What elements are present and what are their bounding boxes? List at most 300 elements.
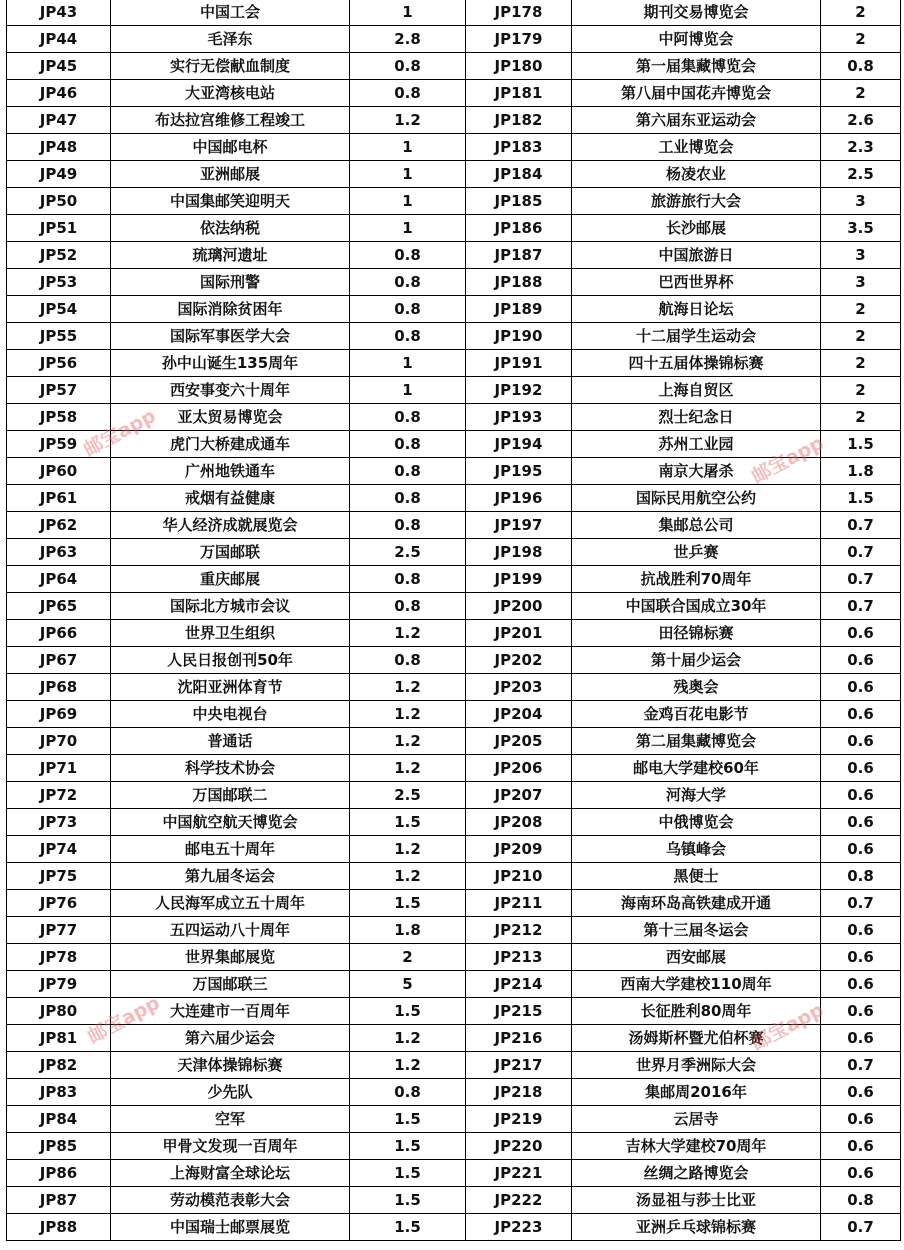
stamp-code-cell: JP213 [466, 944, 572, 971]
price-cell: 1 [350, 350, 466, 377]
price-cell: 2.5 [821, 161, 901, 188]
price-cell: 1 [350, 188, 466, 215]
price-cell: 1.5 [350, 1187, 466, 1214]
stamp-name-cell: 第一届集藏博览会 [572, 53, 821, 80]
stamp-code-cell: JP218 [466, 1079, 572, 1106]
stamp-name-cell: 集邮总公司 [572, 512, 821, 539]
watermark: 邮宝app [748, 998, 828, 1055]
table-row [7, 377, 901, 404]
stamp-code-cell: JP65 [7, 593, 111, 620]
stamp-code-cell: JP190 [466, 323, 572, 350]
stamp-name-cell: 丝绸之路博览会 [572, 1160, 821, 1187]
stamp-code-cell: JP193 [466, 404, 572, 431]
price-cell: 2 [821, 26, 901, 53]
watermark: 邮宝app [84, 991, 164, 1048]
stamp-name-cell: 上海财富全球论坛 [111, 1160, 350, 1187]
stamp-name-cell: 世界月季洲际大会 [572, 1052, 821, 1079]
stamp-code-cell: JP77 [7, 917, 111, 944]
price-cell: 0.6 [821, 917, 901, 944]
stamp-name-cell: 国际北方城市会议 [111, 593, 350, 620]
price-cell: 2 [821, 80, 901, 107]
stamp-code-cell: JP55 [7, 323, 111, 350]
stamp-code-cell: JP51 [7, 215, 111, 242]
stamp-code-cell: JP70 [7, 728, 111, 755]
price-cell: 0.6 [821, 728, 901, 755]
stamp-code-cell: JP83 [7, 1079, 111, 1106]
stamp-code-cell: JP53 [7, 269, 111, 296]
stamp-name-cell: 中国航空航天博览会 [111, 809, 350, 836]
table-row [7, 431, 901, 458]
stamp-code-cell: JP48 [7, 134, 111, 161]
stamp-name-cell: 四十五届体操锦标赛 [572, 350, 821, 377]
stamp-name-cell: 第九届冬运会 [111, 863, 350, 890]
price-cell: 1.5 [350, 1160, 466, 1187]
stamp-name-cell: 南京大屠杀 [572, 458, 821, 485]
stamp-name-cell: 亚洲邮展 [111, 161, 350, 188]
price-cell: 2 [821, 0, 901, 26]
stamp-code-cell: JP185 [466, 188, 572, 215]
stamp-code-cell: JP61 [7, 485, 111, 512]
price-cell: 2 [821, 404, 901, 431]
price-cell: 0.6 [821, 782, 901, 809]
stamp-code-cell: JP220 [466, 1133, 572, 1160]
table-row [7, 512, 901, 539]
price-cell: 2 [821, 323, 901, 350]
stamp-name-cell: 航海日论坛 [572, 296, 821, 323]
stamp-name-cell: 邮电大学建校60年 [572, 755, 821, 782]
table-row [7, 188, 901, 215]
stamp-name-cell: 琉璃河遗址 [111, 242, 350, 269]
price-cell: 3 [821, 242, 901, 269]
price-cell: 1.2 [350, 620, 466, 647]
stamp-code-cell: JP182 [466, 107, 572, 134]
stamp-name-cell: 世乒赛 [572, 539, 821, 566]
table-row [7, 971, 901, 998]
table-row [7, 674, 901, 701]
stamp-name-cell: 科学技术协会 [111, 755, 350, 782]
table-row [7, 1079, 901, 1106]
stamp-code-cell: JP211 [466, 890, 572, 917]
price-cell: 1.5 [350, 1106, 466, 1133]
stamp-code-cell: JP217 [466, 1052, 572, 1079]
stamp-code-cell: JP208 [466, 809, 572, 836]
table-row [7, 458, 901, 485]
stamp-code-cell: JP184 [466, 161, 572, 188]
stamp-name-cell: 依法纳税 [111, 215, 350, 242]
stamp-code-cell: JP203 [466, 674, 572, 701]
price-cell: 1.2 [350, 701, 466, 728]
price-cell: 1 [350, 215, 466, 242]
stamp-code-cell: JP197 [466, 512, 572, 539]
table-row [7, 0, 901, 26]
stamp-code-cell: JP209 [466, 836, 572, 863]
price-cell: 1.2 [350, 755, 466, 782]
stamp-code-cell: JP191 [466, 350, 572, 377]
price-cell: 2 [350, 944, 466, 971]
stamp-code-cell: JP204 [466, 701, 572, 728]
price-cell: 1.2 [350, 674, 466, 701]
stamp-code-cell: JP71 [7, 755, 111, 782]
stamp-name-cell: 虎门大桥建成通车 [111, 431, 350, 458]
stamp-code-cell: JP81 [7, 1025, 111, 1052]
price-cell: 1.2 [350, 836, 466, 863]
stamp-code-cell: JP186 [466, 215, 572, 242]
stamp-name-cell: 中俄博览会 [572, 809, 821, 836]
table-row [7, 944, 901, 971]
price-cell: 0.6 [821, 998, 901, 1025]
stamp-code-cell: JP86 [7, 1160, 111, 1187]
price-cell: 0.7 [821, 1214, 901, 1241]
watermark: 邮宝app [80, 404, 160, 461]
stamp-code-cell: JP46 [7, 80, 111, 107]
price-cell: 0.7 [821, 890, 901, 917]
stamp-name-cell: 西南大学建校110周年 [572, 971, 821, 998]
stamp-name-cell: 抗战胜利70周年 [572, 566, 821, 593]
table-row [7, 404, 901, 431]
stamp-name-cell: 第十三届冬运会 [572, 917, 821, 944]
stamp-name-cell: 孙中山诞生135周年 [111, 350, 350, 377]
price-cell: 2.5 [350, 782, 466, 809]
stamp-name-cell: 国际民用航空公约 [572, 485, 821, 512]
stamp-name-cell: 工业博览会 [572, 134, 821, 161]
price-cell: 0.8 [350, 1079, 466, 1106]
stamp-name-cell: 期刊交易博览会 [572, 0, 821, 26]
stamp-code-cell: JP66 [7, 620, 111, 647]
stamp-code-cell: JP59 [7, 431, 111, 458]
stamp-code-cell: JP188 [466, 269, 572, 296]
stamp-name-cell: 黑便士 [572, 863, 821, 890]
table-row [7, 269, 901, 296]
stamp-name-cell: 十二届学生运动会 [572, 323, 821, 350]
stamp-name-cell: 劳动模范表彰大会 [111, 1187, 350, 1214]
stamp-code-cell: JP57 [7, 377, 111, 404]
stamp-name-cell: 亚太贸易博览会 [111, 404, 350, 431]
price-cell: 1.2 [350, 1025, 466, 1052]
stamp-name-cell: 中国旅游日 [572, 242, 821, 269]
stamp-name-cell: 少先队 [111, 1079, 350, 1106]
price-cell: 1.2 [350, 107, 466, 134]
stamp-code-cell: JP82 [7, 1052, 111, 1079]
price-cell: 0.8 [350, 242, 466, 269]
table-row [7, 215, 901, 242]
price-cell: 0.8 [350, 80, 466, 107]
table-row [7, 53, 901, 80]
stamp-name-cell: 烈士纪念日 [572, 404, 821, 431]
stamp-name-cell: 第八届中国花卉博览会 [572, 80, 821, 107]
table-row [7, 1214, 901, 1241]
price-cell: 1.5 [821, 431, 901, 458]
stamp-code-cell: JP44 [7, 26, 111, 53]
stamp-code-cell: JP67 [7, 647, 111, 674]
stamp-code-cell: JP80 [7, 998, 111, 1025]
stamp-code-cell: JP74 [7, 836, 111, 863]
stamp-name-cell: 中国瑞士邮票展览 [111, 1214, 350, 1241]
table-row [7, 1133, 901, 1160]
price-cell: 5 [350, 971, 466, 998]
stamp-name-cell: 甲骨文发现一百周年 [111, 1133, 350, 1160]
stamp-name-cell: 中国邮电杯 [111, 134, 350, 161]
stamp-name-cell: 亚洲乒乓球锦标赛 [572, 1214, 821, 1241]
stamp-name-cell: 第二届集藏博览会 [572, 728, 821, 755]
stamp-name-cell: 吉林大学建校70周年 [572, 1133, 821, 1160]
stamp-code-cell: JP201 [466, 620, 572, 647]
table-row [7, 1025, 901, 1052]
table-row [7, 701, 901, 728]
stamp-code-cell: JP88 [7, 1214, 111, 1241]
stamp-name-cell: 实行无偿献血制度 [111, 53, 350, 80]
price-cell: 1.5 [350, 1214, 466, 1241]
table-row [7, 350, 901, 377]
price-cell: 0.8 [350, 512, 466, 539]
stamp-code-cell: JP78 [7, 944, 111, 971]
stamp-code-cell: JP43 [7, 0, 111, 26]
stamp-name-cell: 戒烟有益健康 [111, 485, 350, 512]
table-row [7, 647, 901, 674]
stamp-code-cell: JP47 [7, 107, 111, 134]
price-cell: 1 [350, 161, 466, 188]
stamp-code-cell: JP214 [466, 971, 572, 998]
price-cell: 2.6 [821, 107, 901, 134]
price-cell: 1 [350, 377, 466, 404]
price-cell: 0.8 [350, 593, 466, 620]
table-row [7, 485, 901, 512]
table-row [7, 890, 901, 917]
stamp-code-cell: JP210 [466, 863, 572, 890]
stamp-code-cell: JP221 [466, 1160, 572, 1187]
stamp-name-cell: 汤显祖与莎士比亚 [572, 1187, 821, 1214]
table-row [7, 539, 901, 566]
stamp-code-cell: JP206 [466, 755, 572, 782]
stamp-name-cell: 国际刑警 [111, 269, 350, 296]
stamp-name-cell: 苏州工业园 [572, 431, 821, 458]
stamp-code-cell: JP207 [466, 782, 572, 809]
stamp-code-cell: JP54 [7, 296, 111, 323]
stamp-code-cell: JP50 [7, 188, 111, 215]
price-cell: 1.8 [821, 458, 901, 485]
price-cell: 0.8 [350, 53, 466, 80]
price-cell: 1.2 [350, 728, 466, 755]
price-cell: 0.6 [821, 1160, 901, 1187]
stamp-code-cell: JP223 [466, 1214, 572, 1241]
stamp-name-cell: 华人经济成就展览会 [111, 512, 350, 539]
table-row [7, 1106, 901, 1133]
stamp-name-cell: 海南环岛高铁建成开通 [572, 890, 821, 917]
stamp-code-cell: JP58 [7, 404, 111, 431]
stamp-code-cell: JP49 [7, 161, 111, 188]
price-cell: 0.6 [821, 944, 901, 971]
stamp-code-cell: JP87 [7, 1187, 111, 1214]
stamp-name-cell: 人民日报创刊50年 [111, 647, 350, 674]
stamp-name-cell: 长沙邮展 [572, 215, 821, 242]
table-row [7, 620, 901, 647]
stamp-name-cell: 巴西世界杯 [572, 269, 821, 296]
stamp-code-cell: JP199 [466, 566, 572, 593]
price-cell: 0.8 [350, 431, 466, 458]
stamp-name-cell: 万国邮联三 [111, 971, 350, 998]
stamp-code-cell: JP205 [466, 728, 572, 755]
stamp-code-cell: JP84 [7, 1106, 111, 1133]
stamp-name-cell: 西安事变六十周年 [111, 377, 350, 404]
stamp-code-cell: JP187 [466, 242, 572, 269]
price-cell: 3 [821, 269, 901, 296]
stamp-name-cell: 中央电视台 [111, 701, 350, 728]
price-cell: 0.6 [821, 836, 901, 863]
stamp-price-table [6, 0, 901, 1241]
stamp-code-cell: JP56 [7, 350, 111, 377]
stamp-name-cell: 广州地铁通车 [111, 458, 350, 485]
price-cell: 0.8 [350, 296, 466, 323]
price-cell: 1.5 [350, 998, 466, 1025]
price-cell: 0.8 [350, 458, 466, 485]
price-cell: 0.7 [821, 566, 901, 593]
stamp-name-cell: 金鸡百花电影节 [572, 701, 821, 728]
stamp-name-cell: 残奥会 [572, 674, 821, 701]
stamp-name-cell: 邮电五十周年 [111, 836, 350, 863]
stamp-code-cell: JP202 [466, 647, 572, 674]
price-cell: 0.6 [821, 1106, 901, 1133]
table-row [7, 1187, 901, 1214]
stamp-name-cell: 大连建市一百周年 [111, 998, 350, 1025]
stamp-name-cell: 中国联合国成立30年 [572, 593, 821, 620]
table-row [7, 242, 901, 269]
table-row [7, 161, 901, 188]
table-row [7, 836, 901, 863]
price-cell: 0.6 [821, 1133, 901, 1160]
watermark: 邮宝app [748, 431, 828, 488]
stamp-name-cell: 汤姆斯杯暨尤伯杯赛 [572, 1025, 821, 1052]
price-cell: 0.7 [821, 1052, 901, 1079]
stamp-name-cell: 毛泽东 [111, 26, 350, 53]
stamp-name-cell: 国际军事医学大会 [111, 323, 350, 350]
stamp-name-cell: 集邮周2016年 [572, 1079, 821, 1106]
price-cell: 2.5 [350, 539, 466, 566]
table-row [7, 134, 901, 161]
stamp-name-cell: 普通话 [111, 728, 350, 755]
stamp-name-cell: 万国邮联二 [111, 782, 350, 809]
stamp-code-cell: JP180 [466, 53, 572, 80]
price-cell: 0.6 [821, 809, 901, 836]
stamp-code-cell: JP62 [7, 512, 111, 539]
stamp-code-cell: JP192 [466, 377, 572, 404]
price-cell: 0.6 [821, 971, 901, 998]
price-cell: 2 [821, 350, 901, 377]
price-cell: 1.5 [350, 1133, 466, 1160]
price-cell: 1.5 [821, 485, 901, 512]
price-cell: 0.8 [350, 269, 466, 296]
stamp-code-cell: JP179 [466, 26, 572, 53]
price-cell: 2 [821, 296, 901, 323]
stamp-code-cell: JP52 [7, 242, 111, 269]
table-row [7, 755, 901, 782]
price-cell: 0.8 [350, 647, 466, 674]
stamp-code-cell: JP178 [466, 0, 572, 26]
stamp-name-cell: 世界集邮展览 [111, 944, 350, 971]
stamp-code-cell: JP60 [7, 458, 111, 485]
stamp-name-cell: 中国集邮笑迎明天 [111, 188, 350, 215]
table-row [7, 26, 901, 53]
stamp-name-cell: 中阿博览会 [572, 26, 821, 53]
stamp-code-cell: JP219 [466, 1106, 572, 1133]
stamp-name-cell: 沈阳亚洲体育节 [111, 674, 350, 701]
stamp-code-cell: JP195 [466, 458, 572, 485]
stamp-name-cell: 上海自贸区 [572, 377, 821, 404]
price-cell: 2.3 [821, 134, 901, 161]
price-cell: 1.2 [350, 1052, 466, 1079]
stamp-code-cell: JP215 [466, 998, 572, 1025]
stamp-name-cell: 云居寺 [572, 1106, 821, 1133]
price-cell: 1 [350, 0, 466, 26]
stamp-name-cell: 西安邮展 [572, 944, 821, 971]
stamp-name-cell: 国际消除贫困年 [111, 296, 350, 323]
price-cell: 0.8 [821, 1187, 901, 1214]
stamp-name-cell: 田径锦标赛 [572, 620, 821, 647]
stamp-name-cell: 中国工会 [111, 0, 350, 26]
stamp-name-cell: 第十届少运会 [572, 647, 821, 674]
stamp-name-cell: 河海大学 [572, 782, 821, 809]
price-cell: 0.6 [821, 620, 901, 647]
stamp-code-cell: JP79 [7, 971, 111, 998]
table-row [7, 998, 901, 1025]
stamp-name-cell: 乌镇峰会 [572, 836, 821, 863]
price-cell: 2 [821, 377, 901, 404]
price-cell: 0.6 [821, 647, 901, 674]
stamp-name-cell: 大亚湾核电站 [111, 80, 350, 107]
stamp-name-cell: 布达拉宫维修工程竣工 [111, 107, 350, 134]
stamp-code-cell: JP198 [466, 539, 572, 566]
stamp-name-cell: 杨凌农业 [572, 161, 821, 188]
stamp-code-cell: JP72 [7, 782, 111, 809]
price-cell: 0.8 [821, 863, 901, 890]
price-cell: 1.8 [350, 917, 466, 944]
price-cell: 0.6 [821, 1025, 901, 1052]
stamp-code-cell: JP189 [466, 296, 572, 323]
table-row [7, 863, 901, 890]
stamp-code-cell: JP216 [466, 1025, 572, 1052]
stamp-name-cell: 空军 [111, 1106, 350, 1133]
price-cell: 0.7 [821, 512, 901, 539]
stamp-name-cell: 长征胜利80周年 [572, 998, 821, 1025]
stamp-code-cell: JP69 [7, 701, 111, 728]
stamp-code-cell: JP85 [7, 1133, 111, 1160]
stamp-code-cell: JP63 [7, 539, 111, 566]
table-body [7, 0, 901, 1241]
price-cell: 2.8 [350, 26, 466, 53]
stamp-code-cell: JP68 [7, 674, 111, 701]
price-cell: 0.7 [821, 593, 901, 620]
price-cell: 1 [350, 134, 466, 161]
price-cell: 0.7 [821, 539, 901, 566]
stamp-name-cell: 五四运动八十周年 [111, 917, 350, 944]
table-row [7, 1052, 901, 1079]
price-cell: 1.5 [350, 890, 466, 917]
price-cell: 1.2 [350, 863, 466, 890]
price-cell: 0.8 [350, 566, 466, 593]
price-cell: 0.6 [821, 1079, 901, 1106]
table-row [7, 1160, 901, 1187]
stamp-name-cell: 旅游旅行大会 [572, 188, 821, 215]
stamp-code-cell: JP194 [466, 431, 572, 458]
table-row [7, 323, 901, 350]
stamp-name-cell: 第六届东亚运动会 [572, 107, 821, 134]
price-cell: 0.6 [821, 701, 901, 728]
stamp-code-cell: JP76 [7, 890, 111, 917]
price-cell: 0.8 [350, 485, 466, 512]
price-cell: 0.8 [821, 53, 901, 80]
stamp-name-cell: 人民海军成立五十周年 [111, 890, 350, 917]
stamp-name-cell: 世界卫生组织 [111, 620, 350, 647]
stamp-name-cell: 重庆邮展 [111, 566, 350, 593]
table-row [7, 296, 901, 323]
